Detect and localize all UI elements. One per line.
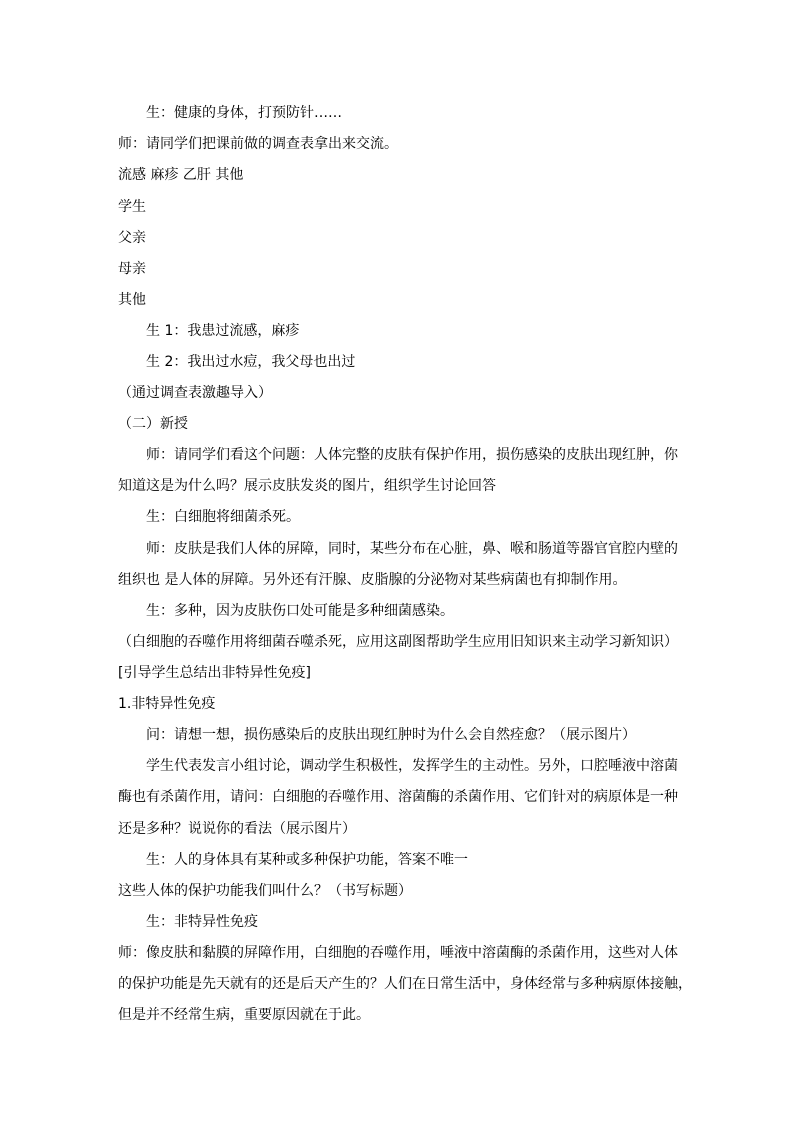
- text-line: （通过调查表激趣导入）: [118, 385, 272, 401]
- text-line: 流感 麻疹 乙肝 其他: [118, 167, 244, 183]
- text-line: 学生代表发言小组讨论，调动学生积极性，发挥学生的主动性。另外，口腔唾液中溶菌: [146, 758, 678, 774]
- text-line: 母亲: [118, 261, 146, 277]
- text-line: 还是多种？说说你的看法（展示图片）: [118, 821, 356, 837]
- text-line: 知道这是为什么吗？展示皮肤发炎的图片，组织学生讨论回答: [118, 478, 496, 494]
- text-line: 师：像皮肤和黏膜的屏障作用，白细胞的吞噬作用，唾液中溶菌酶的杀菌作用，这些对人体: [118, 945, 678, 961]
- text-line: 这些人体的保护功能我们叫什么？（书写标题）: [118, 883, 412, 899]
- text-line: 其他: [118, 292, 146, 308]
- text-line: 师：请同学们把课前做的调查表拿出来交流。: [118, 136, 398, 152]
- text-line: 师：请同学们看这个问题：人体完整的皮肤有保护作用，损伤感染的皮肤出现红肿，你: [146, 447, 678, 463]
- text-line: [引导学生总结出非特异性免疫]: [118, 665, 311, 681]
- text-line: 生：白细胞将细菌杀死。: [146, 509, 300, 525]
- text-line: 生：健康的身体，打预防针……: [146, 105, 342, 121]
- text-line: 师：皮肤是我们人体的屏障，同时，某些分布在心脏，鼻、喉和肠道等器官官腔内壁的: [146, 541, 678, 557]
- text-line: 酶也有杀菌作用，请问：白细胞的吞噬作用、溶菌酶的杀菌作用、它们针对的病原体是一种: [118, 789, 678, 805]
- text-line: 问：请想一想，损伤感染后的皮肤出现红肿时为什么会自然痊愈？（展示图片）: [146, 727, 636, 743]
- text-line: 学生: [118, 199, 146, 215]
- text-line: 生：人的身体具有某种或多种保护功能，答案不唯一: [146, 852, 468, 868]
- text-line: 组织也 是人体的屏障。另外还有汗腺、皮脂腺的分泌物对某些病菌也有抑制作用。: [118, 572, 627, 588]
- text-line: 父亲: [118, 230, 146, 246]
- text-line: （白细胞的吞噬作用将细菌吞噬杀死，应用这副图帮助学生应用旧知识来主动学习新知识）: [118, 634, 678, 650]
- text-line: 的保护功能是先天就有的还是后天产生的？人们在日常生活中，身体经常与多种病原体接触，: [118, 976, 692, 992]
- text-line: 生 2：我出过水痘，我父母也出过: [146, 354, 356, 370]
- text-line: 生：多种，因为皮肤伤口处可能是多种细菌感染。: [146, 603, 454, 619]
- text-line: 生 1：我患过流感，麻疹: [146, 323, 300, 339]
- text-line: 但是并不经常生病，重要原因就在于此。: [118, 1007, 370, 1023]
- text-line: （二）新授: [118, 416, 188, 432]
- section-heading: 1.非特异性免疫: [118, 696, 216, 712]
- text-line: 生：非特异性免疫: [146, 914, 258, 930]
